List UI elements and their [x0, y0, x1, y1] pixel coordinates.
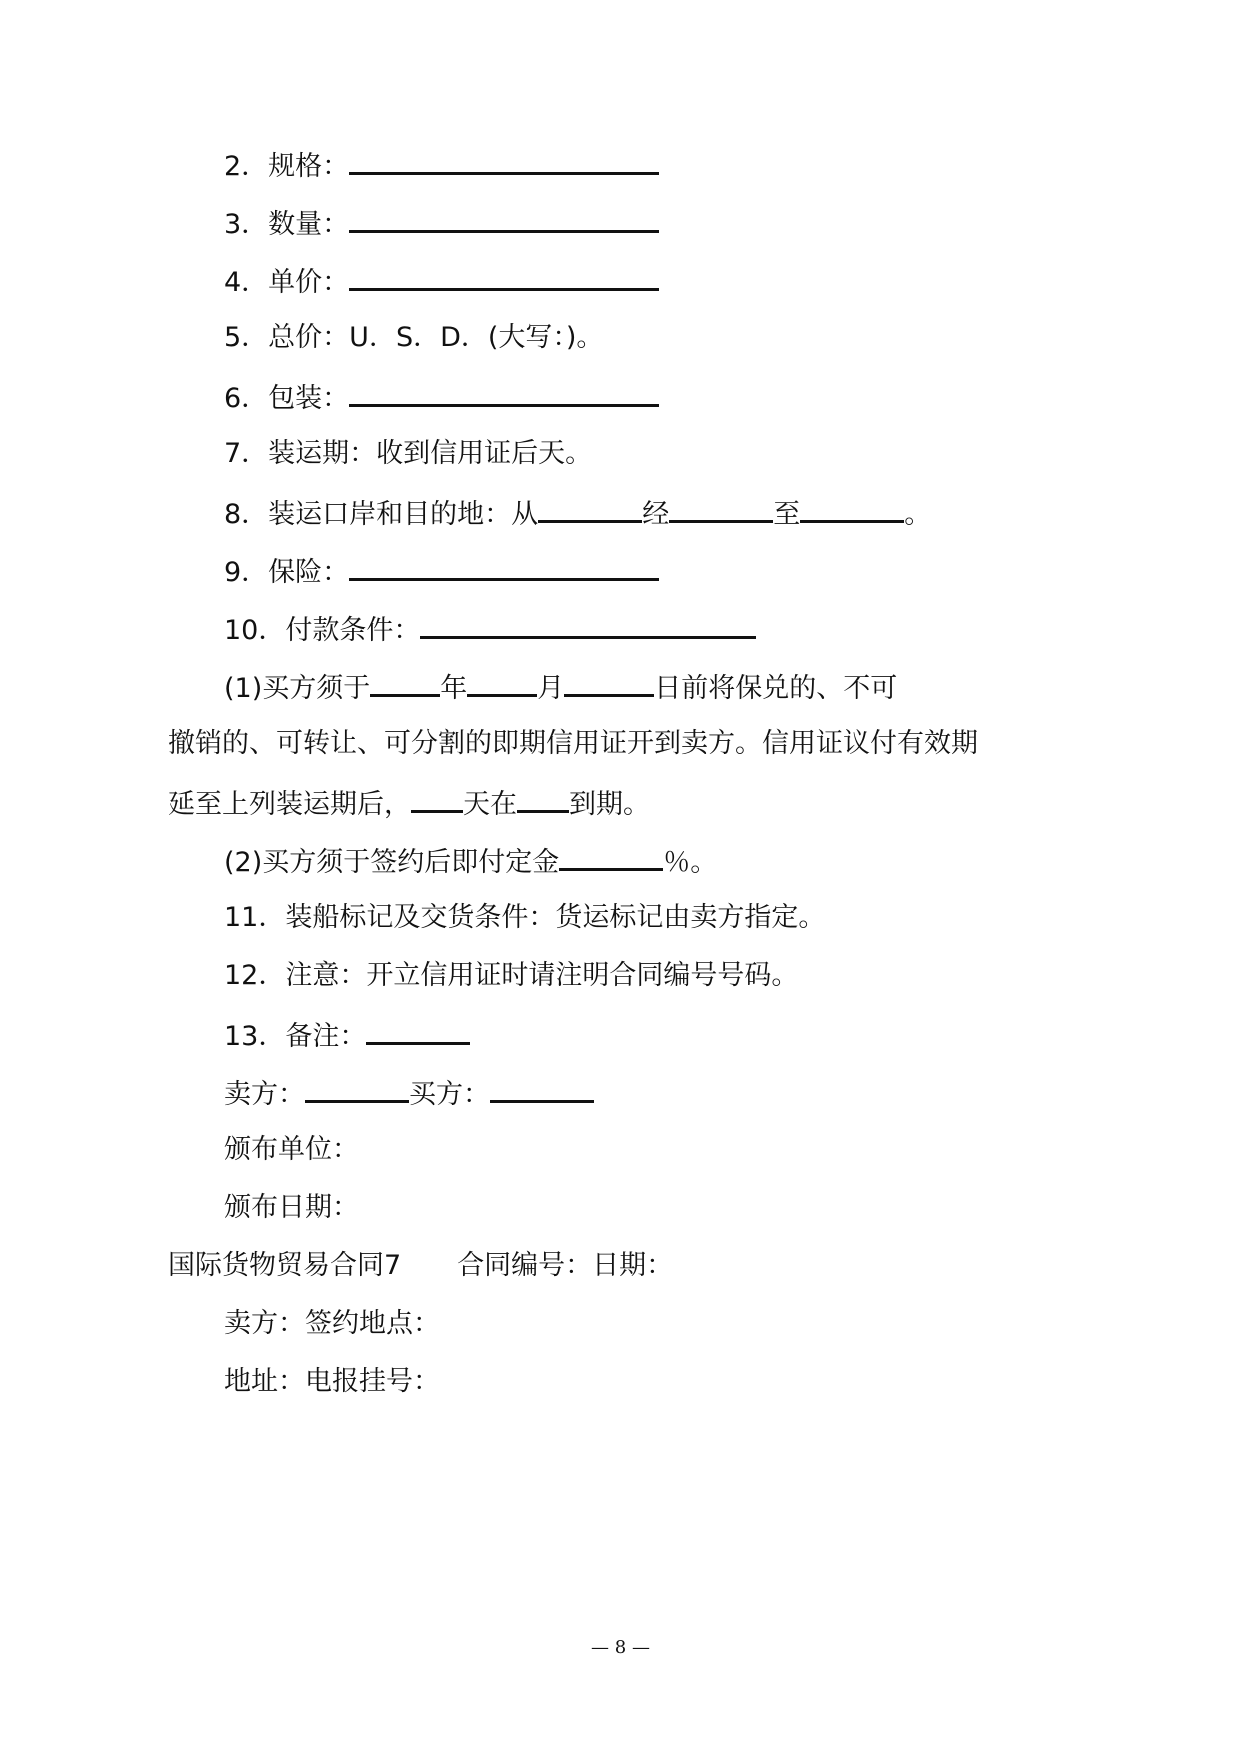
item-text: 日前将保兑的、不可 [654, 673, 898, 704]
clause-5-total-price [224, 320, 603, 356]
item-text: (1)买方须于 [224, 673, 371, 704]
insurance-blank[interactable] [349, 552, 659, 581]
quantity-blank[interactable] [349, 204, 659, 233]
clause-9-insurance [224, 552, 659, 591]
issuer-line [224, 1132, 359, 1168]
clause-label: 13．备注： [224, 1021, 367, 1052]
clause-label: 9．保险： [224, 557, 350, 588]
clause-label: 2．规格： [224, 151, 350, 182]
page-number: — 8 — [591, 1637, 650, 1658]
month-blank[interactable] [467, 668, 537, 697]
day-blank[interactable] [564, 668, 654, 697]
clause-3-quantity [224, 204, 659, 243]
clause-4-unit-price [224, 262, 659, 301]
payment-item-2 [224, 842, 717, 881]
clause-12-note [224, 958, 798, 994]
item-text: 撤销的、可转让、可分割的即期信用证开到卖方。信用证议付有效期 [168, 728, 978, 759]
seller-place-line [224, 1306, 440, 1342]
item-text: (2)买方须于签约后即付定金 [224, 847, 560, 878]
clause-label: 3．数量： [224, 209, 350, 240]
contract-title: 国际货物贸易合同7 [168, 1250, 402, 1281]
via-label: 经 [642, 499, 670, 530]
clause-11-marks [224, 900, 825, 936]
clause-label: 6．包装： [224, 383, 350, 414]
clause-7-shipment [224, 436, 592, 472]
seller-signature-blank[interactable] [305, 1074, 409, 1103]
signature-line [224, 1074, 594, 1113]
buyer-label: 买方： [409, 1079, 490, 1110]
port-from-blank[interactable] [538, 494, 642, 523]
deposit-blank[interactable] [559, 842, 663, 871]
clause-10-payment [224, 610, 756, 649]
issue-date-line [224, 1190, 359, 1226]
year-label: 年 [440, 673, 468, 704]
item-text: 到期。 [569, 789, 650, 820]
period: 。 [904, 499, 932, 530]
item-text: 天在 [463, 789, 517, 820]
payment-item-1-line2 [168, 726, 978, 762]
to-label: 至 [773, 499, 801, 530]
clause-6-packing [224, 378, 659, 417]
payment-terms-blank[interactable] [420, 610, 756, 639]
payment-item-1-line3 [168, 784, 650, 823]
seller-place-label: 卖方：签约地点： [224, 1308, 440, 1339]
buyer-signature-blank[interactable] [490, 1074, 594, 1103]
port-to-blank[interactable] [800, 494, 904, 523]
clause-text: 5．总价：U．S．D．(大写：)。 [224, 322, 604, 353]
clause-label: 4．单价： [224, 267, 350, 298]
item-text: ％。 [663, 847, 718, 878]
clause-text: 7．装运期：收到信用证后天。 [224, 438, 593, 469]
clause-text: 12．注意：开立信用证时请注明合同编号号码。 [224, 960, 799, 991]
address-line [224, 1364, 440, 1400]
clause-label: 8．装运口岸和目的地：从 [224, 499, 539, 530]
clause-text: 11．装船标记及交货条件：货运标记由卖方指定。 [224, 902, 826, 933]
contract-heading [168, 1248, 673, 1284]
clause-8-ports [224, 494, 931, 533]
contract-no-label: 合同编号：日期： [457, 1250, 674, 1281]
year-blank[interactable] [370, 668, 440, 697]
issuer-label: 颁布单位： [224, 1134, 359, 1165]
clause-label: 10．付款条件： [224, 615, 421, 646]
clause-2-spec [224, 146, 659, 185]
issue-date-label: 颁布日期： [224, 1192, 359, 1223]
unit-price-blank[interactable] [349, 262, 659, 291]
clause-13-remarks [224, 1016, 470, 1055]
address-label: 地址：电报挂号： [224, 1366, 440, 1397]
payment-item-1-line1 [224, 668, 897, 707]
packing-blank[interactable] [349, 378, 659, 407]
seller-label: 卖方： [224, 1079, 305, 1110]
remarks-blank[interactable] [366, 1016, 470, 1045]
spec-blank[interactable] [349, 146, 659, 175]
days-blank[interactable] [411, 784, 463, 813]
month-label: 月 [537, 673, 565, 704]
place-blank[interactable] [517, 784, 569, 813]
item-text: 延至上列装运期后， [168, 789, 411, 820]
port-via-blank[interactable] [669, 494, 773, 523]
